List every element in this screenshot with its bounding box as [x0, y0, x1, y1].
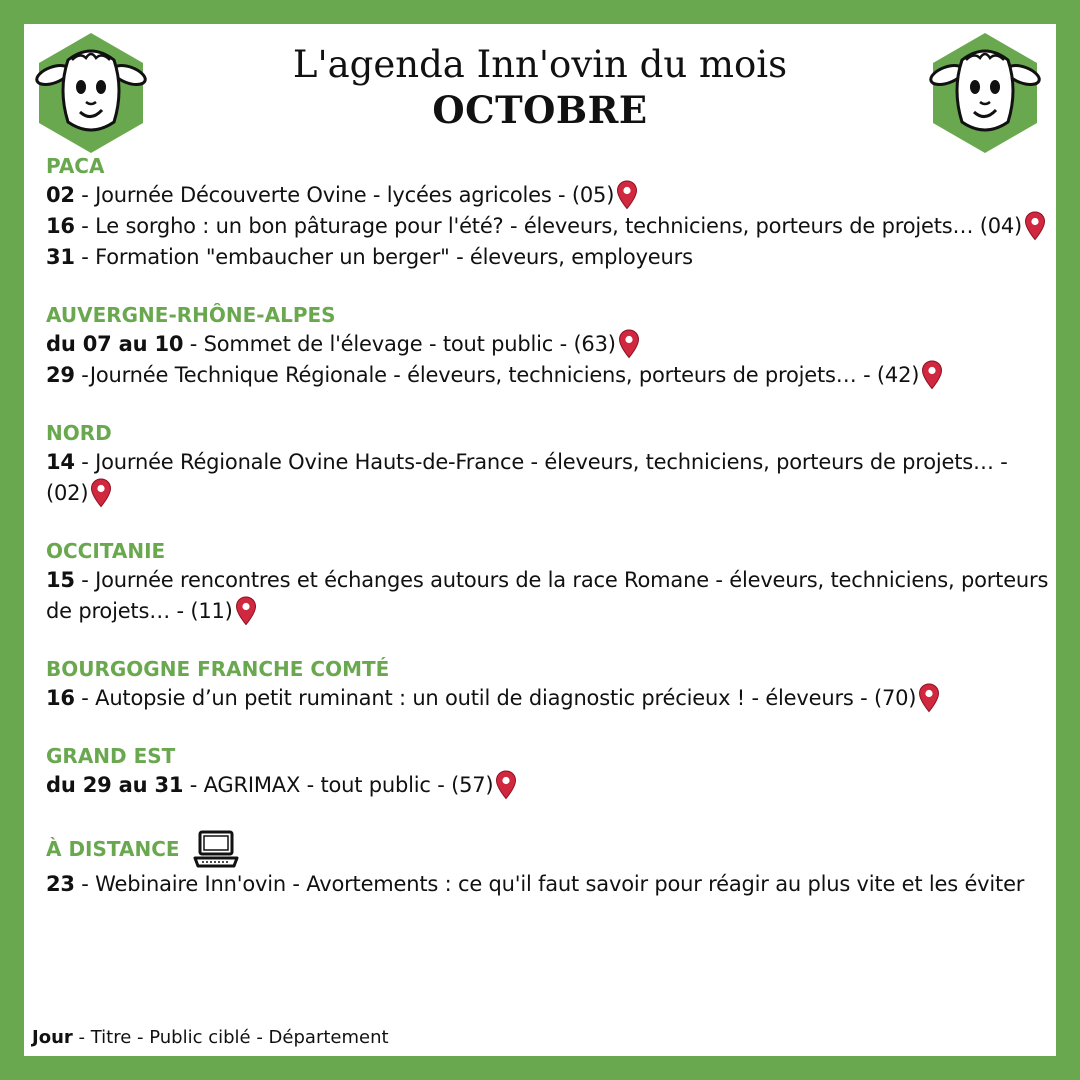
- event-text: - Journée Découverte Ovine - lycées agricoles - (05): [74, 183, 615, 207]
- event-day: 02: [46, 183, 75, 207]
- event-item: [46, 683, 1051, 714]
- event-item: [46, 447, 1051, 509]
- event-item: [46, 360, 1051, 391]
- region-section: [46, 655, 1051, 714]
- region-label: OCCITANIE: [46, 539, 166, 563]
- event-text: -Journée Technique Régionale - éleveurs, techniciens, porteurs de projets… - (42): [74, 363, 920, 387]
- region-label: À DISTANCE: [46, 837, 180, 861]
- region-section: [46, 742, 1051, 801]
- event-text: - Autopsie d’un petit ruminant : un outil de diagnostic précieux ! - éleveurs - (70): [74, 686, 917, 710]
- event-item: [46, 329, 1051, 360]
- event-text: - Sommet de l'élevage - tout public - (63): [183, 332, 616, 356]
- location-pin-icon: [616, 180, 638, 210]
- event-text: - Webinaire Inn'ovin - Avortements : ce qu'il faut savoir pour réagir au plus vite et les éviter: [74, 872, 1025, 896]
- event-item: [46, 242, 1051, 273]
- event-text: - AGRIMAX - tout public - (57): [183, 773, 494, 797]
- region-heading: [46, 301, 1051, 329]
- location-pin-icon: [618, 329, 640, 359]
- region-heading: [46, 537, 1051, 565]
- location-pin-icon: [1024, 211, 1046, 241]
- location-pin-icon: [495, 770, 517, 800]
- location-pin-icon: [90, 478, 112, 508]
- page-header: [24, 42, 1056, 132]
- legend-text: - Titre - Public ciblé - Département: [72, 1027, 389, 1048]
- event-day: 31: [46, 245, 75, 269]
- region-label: GRAND EST: [46, 744, 176, 768]
- region-label: BOURGOGNE FRANCHE COMTÉ: [46, 657, 390, 681]
- page-title: L'agenda Inn'ovin du mois: [292, 43, 788, 86]
- location-pin-icon: [918, 683, 940, 713]
- agenda-card: [24, 24, 1056, 1056]
- region-section: [46, 537, 1051, 627]
- region-heading: [46, 742, 1051, 770]
- month-title: OCTOBRE: [432, 88, 648, 132]
- region-label: AUVERGNE-RHÔNE-ALPES: [46, 303, 336, 327]
- legend-bold: Jour: [32, 1027, 73, 1048]
- agenda-list: [46, 152, 1051, 928]
- event-day: 23: [46, 872, 75, 896]
- region-section: [46, 419, 1051, 509]
- event-item: [46, 180, 1051, 211]
- event-item: [46, 211, 1051, 242]
- region-heading: [46, 419, 1051, 447]
- event-text: - Formation "embaucher un berger" - éleveurs, employeurs: [74, 245, 693, 269]
- location-pin-icon: [235, 596, 257, 626]
- region-heading: [46, 152, 1051, 180]
- event-day: 14: [46, 450, 75, 474]
- event-day: 16: [46, 686, 75, 710]
- event-day: 15: [46, 568, 75, 592]
- region-section: [46, 301, 1051, 391]
- event-item: [46, 565, 1051, 627]
- region-label: PACA: [46, 154, 105, 178]
- region-section: [46, 152, 1051, 273]
- event-text: - Journée rencontres et échanges autours de la race Romane - éleveurs, techniciens, porteurs de projets… - (11): [46, 568, 1049, 623]
- event-item: [46, 770, 1051, 801]
- region-label: NORD: [46, 421, 112, 445]
- laptop-icon: [192, 829, 240, 869]
- region-section: [46, 829, 1051, 900]
- event-item: [46, 869, 1051, 900]
- region-heading: [46, 829, 1051, 869]
- event-text: - Le sorgho : un bon pâturage pour l'été? - éleveurs, techniciens, porteurs de projets… (04): [74, 214, 1023, 238]
- event-text: - Journée Régionale Ovine Hauts-de-France - éleveurs, techniciens, porteurs de projets… - (02): [46, 450, 1008, 505]
- region-heading: [46, 655, 1051, 683]
- location-pin-icon: [921, 360, 943, 390]
- event-day: du 29 au 31: [46, 773, 184, 797]
- legend: [32, 1026, 389, 1050]
- event-day: 16: [46, 214, 75, 238]
- event-day: 29: [46, 363, 75, 387]
- event-day: du 07 au 10: [46, 332, 184, 356]
